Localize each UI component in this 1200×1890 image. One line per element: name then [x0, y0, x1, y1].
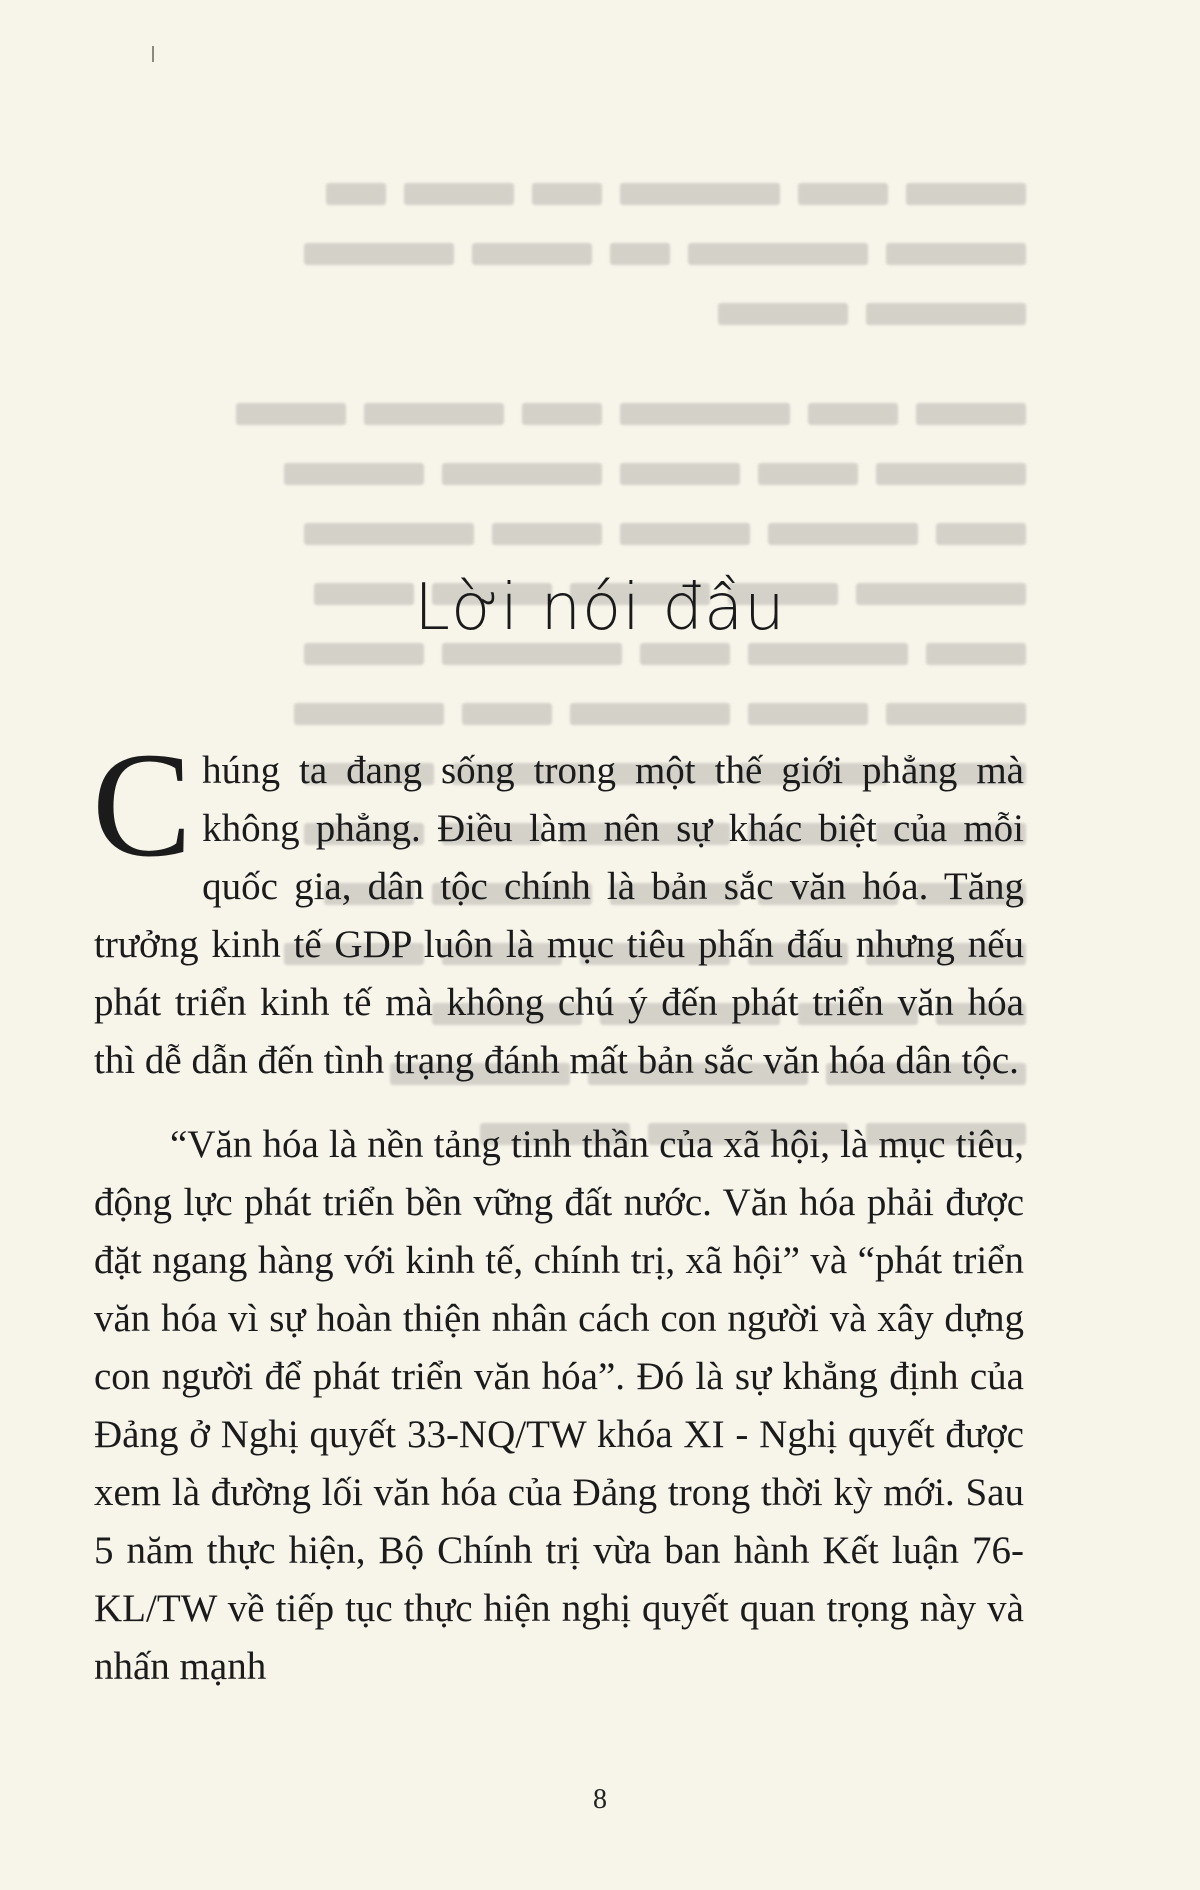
paragraph-1-text: húng ta đang sống trong một thế giới phẳng mà không phẳng. Điều làm nên sự khác biệt của mỗi quốc gia, dân tộc chính là bản sắc văn hóa. Tăng trưởng kinh tế GDP luôn là mục tiêu phấn đấu nhưng nếu phát triển kinh tế mà không chú ý đến phát triển văn hóa thì dễ dẫn đến tình trạng đánh mất bản sắc văn hóa dân tộc.	[94, 749, 1024, 1082]
paragraph-1	[92, 722, 1024, 1090]
paragraph-2: “Văn hóa là nền tảng tinh thần của xã hội, là mục tiêu, động lực phát triển bền vững đất nước. Văn hóa phải được đặt ngang hàng với kinh tế, chính trị, xã hội” và “phát triển văn hóa vì sự hoàn thiện nhân cách con người và xây dựng con người để phát triển văn hóa”. Đó là sự khẳng định của Đảng ở Nghị quyết 33-NQ/TW khóa XI - Nghị quyết được xem là đường lối văn hóa của Đảng trong thời kỳ mới. Sau 5 năm thực hiện, Bộ Chính trị vừa ban hành Kết luận 76-KL/TW về tiếp tục thực hiện nghị quyết quan trọng này và nhấn mạnh	[94, 1123, 1024, 1688]
drop-cap: C	[92, 722, 193, 888]
page-number: 8	[593, 1784, 607, 1815]
chapter-heading: Lời nói đầu	[414, 570, 786, 645]
scan-mark	[152, 46, 154, 62]
body-text	[92, 722, 1024, 1696]
